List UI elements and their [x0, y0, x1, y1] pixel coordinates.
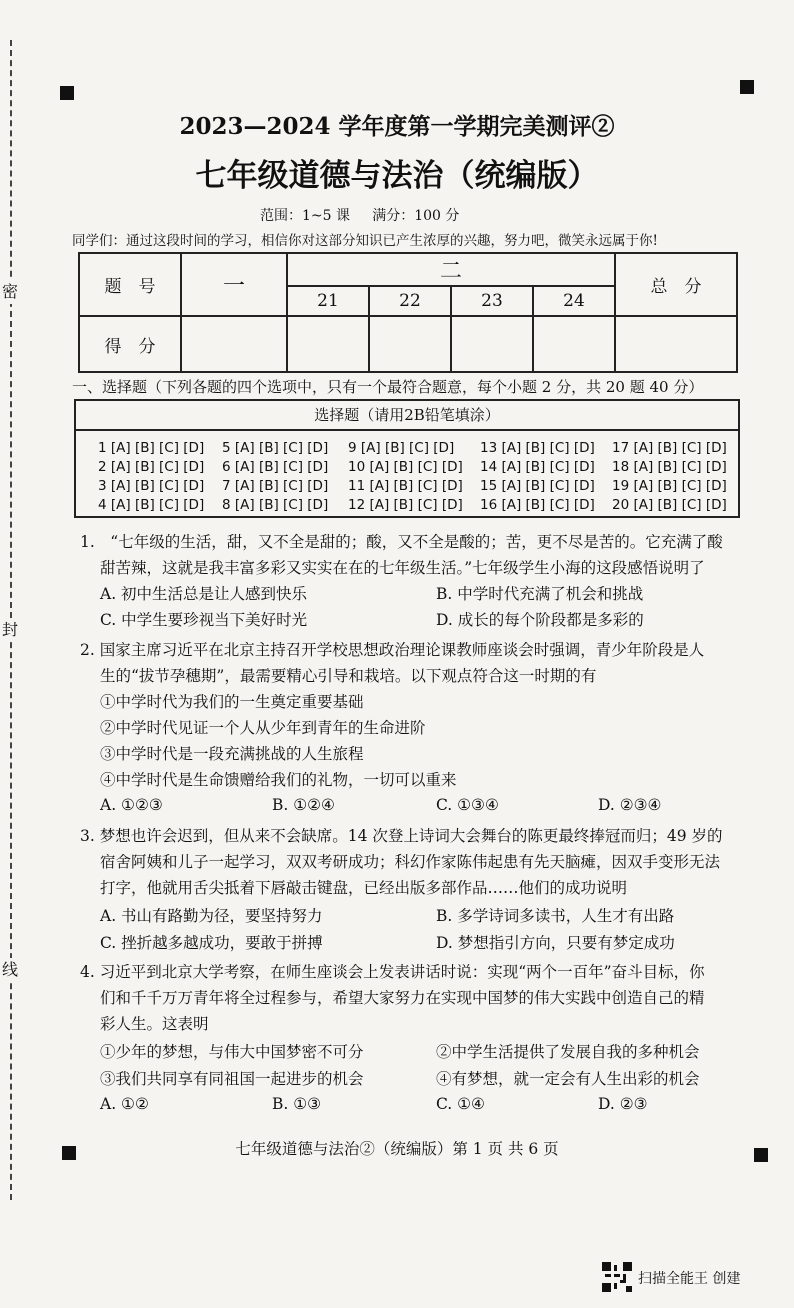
seal-feng: 封 [2, 618, 18, 642]
answer-column [222, 439, 328, 515]
seal-mi: 密 [2, 280, 18, 304]
q4-statement: ②中学生活提供了发展自我的多种机会 [436, 1043, 700, 1061]
answer-row[interactable]: 4 [A] [B] [C] [D] [98, 497, 205, 513]
q4-option-d: D. ②③ [598, 1095, 648, 1113]
answer-row[interactable]: 5 [A] [B] [C] [D] [222, 440, 329, 456]
answer-row[interactable]: 8 [A] [B] [C] [D] [222, 497, 329, 513]
total-label: 总 分 [615, 253, 737, 316]
sub-24: 24 [533, 286, 615, 316]
answer-box-title: 选择题（请用2B铅笔填涂） [76, 401, 738, 431]
answer-column [480, 439, 595, 515]
q1-option-d: D. 成长的每个阶段都是多彩的 [436, 611, 644, 629]
registration-mark [740, 80, 754, 94]
answer-row[interactable]: 3 [A] [B] [C] [D] [98, 478, 205, 494]
part-one: 一 [181, 253, 287, 316]
page-footer: 七年级道德与法治②（统编版）第 1 页 共 6 页 [235, 1140, 559, 1158]
answer-row[interactable]: 7 [A] [B] [C] [D] [222, 478, 329, 494]
answer-row[interactable]: 15 [A] [B] [C] [D] [480, 478, 595, 494]
answer-column [348, 439, 463, 515]
sub-23: 23 [451, 286, 533, 316]
answer-row[interactable]: 16 [A] [B] [C] [D] [480, 497, 595, 513]
score-cell[interactable] [181, 316, 287, 372]
answer-column [612, 439, 727, 515]
q4-statement: ①少年的梦想，与伟大中国梦密不可分 [100, 1043, 364, 1061]
q4-statement: ④有梦想，就一定会有人生出彩的机会 [436, 1070, 700, 1088]
exam-range: 范围：1~5 课 满分：100 分 [260, 208, 460, 224]
q2-stem-line: 生的“拔节孕穗期”，最需要精心引导和栽培。以下观点符合这一时期的有 [100, 667, 597, 685]
q2-option-b: B. ①②④ [272, 796, 335, 814]
score-cell[interactable] [369, 316, 451, 372]
q3-option-b: B. 多学诗词多读书，人生才有出路 [436, 907, 675, 925]
q4-stem-line: 们和千千万万青年将全过程参与，希望大家努力在实现中国梦的伟大实践中创造自己的精 [100, 989, 705, 1007]
answer-row[interactable]: 2 [A] [B] [C] [D] [98, 459, 205, 475]
q3-stem-line: 打字，他就用舌尖抵着下唇敲击键盘，已经出版多部作品……他们的成功说明 [100, 879, 628, 897]
subject-title: 七年级道德与法治（统编版） [195, 158, 599, 194]
q2-option-a: A. ①②③ [100, 796, 163, 814]
answer-row[interactable]: 19 [A] [B] [C] [D] [612, 478, 727, 494]
q2-option-d: D. ②③④ [598, 796, 662, 814]
q1-stem-line: 1. “七年级的生活，甜，又不全是甜的；酸，又不全是酸的；苦，更不尽是苦的。它充满了酸 [80, 533, 723, 551]
exam-title: 2023—2024 学年度第一学期完美测评② [179, 113, 615, 140]
answer-column [98, 439, 204, 515]
q3-stem-line: 宿舍阿姨和儿子一起学习，双双考研成功；科幻作家陈伟起患有先天脑瘫，因双手变形无法 [100, 853, 721, 871]
q3-stem-line: 3. 梦想也许会迟到，但从来不会缺席。14 次登上诗词大会舞台的陈更最终捧冠而归；49 岁的 [80, 827, 723, 845]
part-two: 二 [287, 253, 615, 286]
q3-option-d: D. 梦想指引方向，只要有梦定成功 [436, 934, 675, 952]
answer-row[interactable]: 13 [A] [B] [C] [D] [480, 440, 595, 456]
q4-stem-line: 4. 习近平到北京大学考察，在师生座谈会上发表讲话时说：实现“两个一百年”奋斗目标，你 [80, 963, 705, 981]
q4-statement: ③我们共同享有同祖国一起进步的机会 [100, 1070, 364, 1088]
scanner-watermark: 扫描全能王 创建 [638, 1271, 741, 1287]
q2-statement: ④中学时代是生命馈赠给我们的礼物，一切可以重来 [100, 771, 457, 789]
sub-21: 21 [287, 286, 369, 316]
q2-statement: ②中学时代见证一个人从少年到青年的生命进阶 [100, 719, 426, 737]
answer-row[interactable]: 14 [A] [B] [C] [D] [480, 459, 595, 475]
answer-row[interactable]: 11 [A] [B] [C] [D] [348, 478, 463, 494]
score-cell[interactable] [533, 316, 615, 372]
q1-option-c: C. 中学生要珍视当下美好时光 [100, 611, 308, 629]
q1-option-b: B. 中学时代充满了机会和挑战 [436, 585, 644, 603]
answer-row[interactable]: 9 [A] [B] [C] [D] [348, 440, 455, 456]
answer-row[interactable]: 20 [A] [B] [C] [D] [612, 497, 727, 513]
answer-row[interactable]: 6 [A] [B] [C] [D] [222, 459, 329, 475]
answer-box [74, 399, 740, 518]
registration-mark [60, 86, 74, 100]
qr-code-icon [602, 1262, 632, 1292]
q1-option-a: A. 初中生活总是让人感到快乐 [100, 585, 308, 603]
score-cell[interactable] [287, 316, 369, 372]
q2-statement: ③中学时代是一段充满挑战的人生旅程 [100, 745, 364, 763]
score-table [78, 252, 738, 373]
row-label-score: 得 分 [79, 316, 181, 372]
section-heading: 一、选择题（下列各题的四个选项中，只有一个最符合题意，每个小题 2 分，共 20 题 40 分） [72, 378, 704, 396]
q1-stem-line: 甜苦辣，这就是我丰富多彩又实实在在的七年级生活。”七年级学生小海的这段感悟说明了 [100, 559, 705, 577]
q4-stem-line: 彩人生。这表明 [100, 1015, 209, 1033]
q4-option-a: A. ①② [100, 1095, 149, 1113]
sub-22: 22 [369, 286, 451, 316]
row-label-number: 题 号 [79, 253, 181, 316]
q4-option-b: B. ①③ [272, 1095, 322, 1113]
q2-option-c: C. ①③④ [436, 796, 499, 814]
q4-option-c: C. ①④ [436, 1095, 485, 1113]
greeting: 同学们：通过这段时间的学习，相信你对这部分知识已产生浓厚的兴趣，努力吧，微笑永远属于你! [72, 233, 658, 249]
q2-stem-line: 2. 国家主席习近平在北京主持召开学校思想政治理论课教师座谈会时强调，青少年阶段是人 [80, 641, 705, 659]
answer-row[interactable]: 10 [A] [B] [C] [D] [348, 459, 463, 475]
answer-row[interactable]: 17 [A] [B] [C] [D] [612, 440, 727, 456]
seal-xian: 线 [2, 958, 18, 982]
q2-statement: ①中学时代为我们的一生奠定重要基础 [100, 693, 364, 711]
answer-row[interactable]: 12 [A] [B] [C] [D] [348, 497, 463, 513]
score-cell[interactable] [451, 316, 533, 372]
answer-row[interactable]: 18 [A] [B] [C] [D] [612, 459, 727, 475]
q3-option-c: C. 挫折越多越成功，要敢于拼搏 [100, 934, 323, 952]
q3-option-a: A. 书山有路勤为径，要坚持努力 [100, 907, 323, 925]
score-cell[interactable] [615, 316, 737, 372]
answer-row[interactable]: 1 [A] [B] [C] [D] [98, 440, 205, 456]
